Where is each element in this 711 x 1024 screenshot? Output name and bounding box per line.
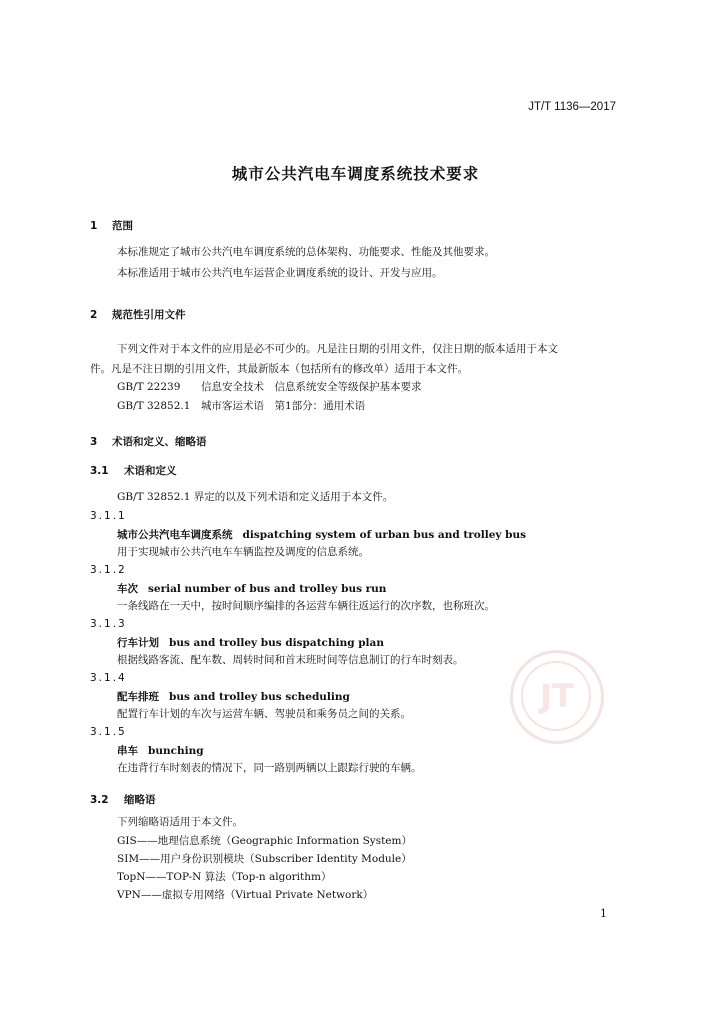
term-en: bus and trolley bus dispatching plan: [169, 637, 384, 649]
section-number: 3: [90, 436, 98, 448]
term-definition: 在违背行车时刻表的情况下，同一路别两辆以上跟踪行驶的车辆。: [117, 762, 422, 774]
jt-watermark-seal: [510, 650, 604, 744]
section-1-heading: [90, 218, 133, 233]
term-heading: [117, 689, 350, 704]
term-number: 3.1.3: [90, 618, 127, 630]
reference-item: [117, 380, 422, 394]
reference-code: GB/T 22239: [117, 381, 181, 393]
section-number: 2: [90, 309, 98, 321]
subsection-number: 3.1: [90, 465, 109, 477]
section-number: 1: [90, 220, 98, 232]
subsection-3-2-heading: [90, 792, 156, 807]
paragraph: 件。凡是不注日期的引用文件，其最新版本（包括所有的修改单）适用于本文件。: [90, 363, 468, 375]
section-title: 术语和定义、缩略语: [112, 436, 207, 448]
subsection-number: 3.2: [90, 794, 109, 806]
term-heading: [117, 581, 386, 596]
paragraph: 下列缩略语适用于本文件。: [117, 816, 243, 828]
abbreviation-item: TopN——TOP-N 算法（Top-n algorithm）: [117, 871, 332, 883]
term-heading: [117, 743, 204, 758]
paragraph: GB/T 32852.1 界定的以及下列术语和定义适用于本文件。: [117, 491, 394, 503]
seal-text: JT: [540, 677, 574, 715]
term-heading: [117, 635, 384, 650]
section-2-heading: [90, 307, 186, 322]
term-zh: 串车: [117, 745, 138, 757]
abbreviation-item: SIM——用户身份识别模块（Subscriber Identity Module）: [117, 853, 412, 865]
reference-item: [117, 399, 365, 413]
reference-title: 信息安全技术 信息系统安全等级保护基本要求: [201, 381, 422, 393]
paragraph: 本标准适用于城市公共汽电车运营企业调度系统的设计、开发与应用。: [117, 267, 443, 279]
standard-number: JT/T 1136—2017: [528, 101, 616, 113]
abbreviation-item: GIS——地理信息系统（Geographic Information System）: [117, 835, 412, 847]
term-number: 3.1.1: [90, 510, 127, 522]
abbreviation-item: VPN——虚拟专用网络（Virtual Private Network）: [117, 889, 374, 901]
reference-code: GB/T 32852.1: [117, 400, 191, 412]
term-zh: 城市公共汽电车调度系统: [117, 529, 233, 541]
paragraph: 本标准规定了城市公共汽电车调度系统的总体架构、功能要求、性能及其他要求。: [117, 246, 495, 258]
section-title: 规范性引用文件: [112, 309, 186, 321]
term-en: bunching: [148, 745, 204, 757]
term-heading: [117, 527, 526, 542]
term-zh: 车次: [117, 583, 138, 595]
subsection-title: 缩略语: [124, 794, 156, 806]
term-definition: 一条线路在一天中，按时间顺序编排的各运营车辆往返运行的次序数，也称班次。: [117, 600, 495, 612]
term-definition: 用于实现城市公共汽电车车辆监控及调度的信息系统。: [117, 546, 369, 558]
term-zh: 行车计划: [117, 637, 159, 649]
term-number: 3.1.4: [90, 672, 127, 684]
subsection-title: 术语和定义: [124, 465, 177, 477]
section-3-heading: [90, 434, 207, 449]
term-en: bus and trolley bus scheduling: [169, 691, 350, 703]
page-number: 1: [600, 907, 607, 920]
document-title: 城市公共汽电车调度系统技术要求: [231, 165, 480, 183]
term-en: dispatching system of urban bus and trolley bus: [242, 529, 527, 541]
reference-title: 城市客运术语 第1部分：通用术语: [201, 400, 366, 412]
term-zh: 配车排班: [117, 691, 159, 703]
term-en: serial number of bus and trolley bus run: [148, 583, 387, 595]
term-definition: 配置行车计划的车次与运营车辆、驾驶员和乘务员之间的关系。: [117, 708, 411, 720]
term-number: 3.1.2: [90, 564, 127, 576]
paragraph: 下列文件对于本文件的应用是必不可少的。凡是注日期的引用文件，仅注日期的版本适用于本文: [117, 343, 558, 355]
subsection-3-1-heading: [90, 463, 177, 478]
section-title: 范围: [112, 220, 133, 232]
term-number: 3.1.5: [90, 726, 127, 738]
term-definition: 根据线路客流、配车数、周转时间和首末班时间等信息制订的行车时刻表。: [117, 654, 464, 666]
